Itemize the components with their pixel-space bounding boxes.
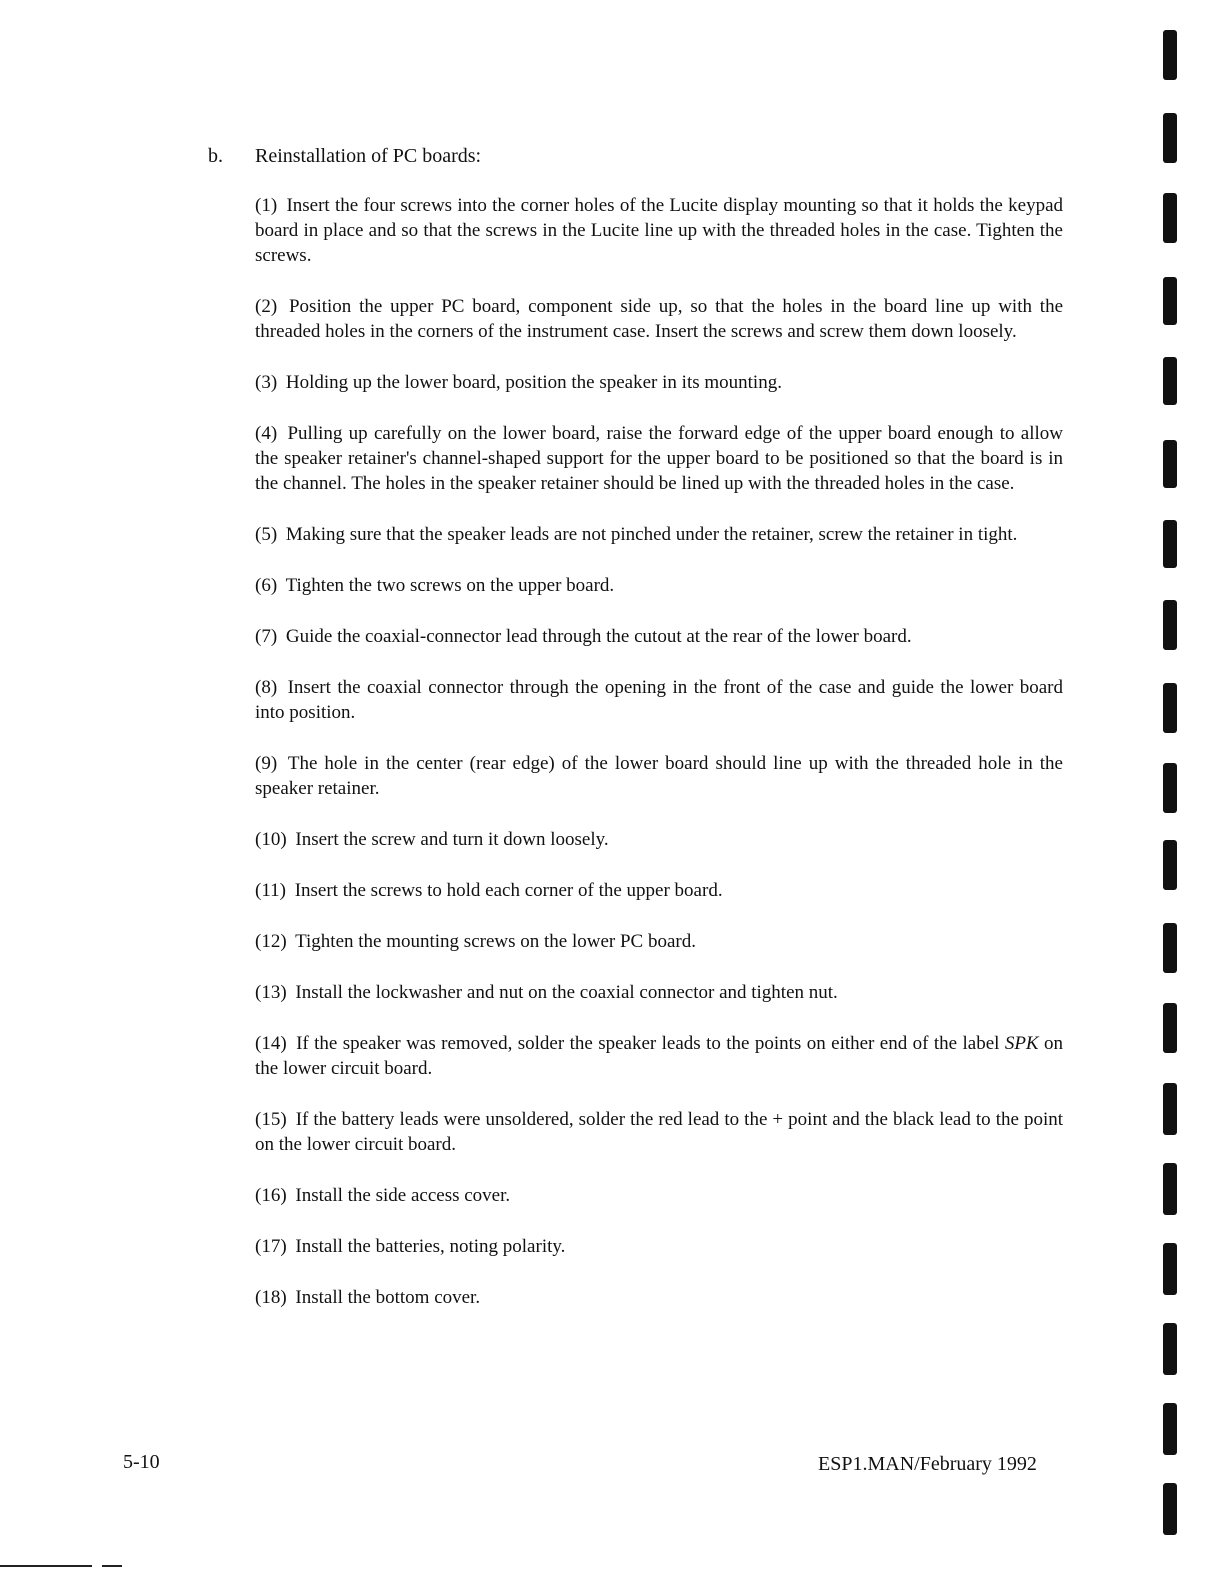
section-heading — [208, 143, 481, 169]
step-number: (16) — [255, 1185, 287, 1206]
step-number: (4) — [255, 423, 278, 444]
step-number: (13) — [255, 982, 287, 1003]
step-14 — [255, 1031, 1063, 1081]
step-text: Install the bottom cover. — [295, 1287, 481, 1308]
step-9 — [255, 751, 1063, 801]
binding-mark — [1163, 113, 1177, 163]
step-text: Install the side access cover. — [295, 1185, 511, 1206]
step-2 — [255, 294, 1063, 344]
step-text: Insert the coaxial connector through the opening in the front of the case and guide the lower board into position. — [255, 677, 1063, 723]
step-text: Insert the screws to hold each corner of the upper board. — [294, 880, 723, 901]
step-16 — [255, 1183, 1063, 1208]
binding-mark — [1163, 520, 1177, 568]
step-number: (6) — [255, 575, 278, 596]
page-number: 5-10 — [123, 1451, 160, 1473]
binding-mark — [1163, 1323, 1177, 1375]
step-10 — [255, 827, 1063, 852]
step-11 — [255, 878, 1063, 903]
binding-mark — [1163, 1243, 1177, 1295]
step-text: Tighten the mounting screws on the lower PC board. — [295, 931, 696, 952]
step-number: (1) — [255, 195, 278, 216]
step-text: Guide the coaxial-connector lead through the cutout at the rear of the lower board. — [285, 626, 912, 647]
step-text: Position the upper PC board, component side up, so that the holes in the board line up with the threaded holes in the corners of the instrument case. Insert the screws and screw them down loosely. — [255, 296, 1064, 342]
step-number: (7) — [255, 626, 278, 647]
step-6 — [255, 573, 1063, 598]
step-8 — [255, 675, 1063, 725]
step-text: on the lower circuit board. — [255, 1033, 1064, 1079]
binding-mark — [1163, 193, 1177, 243]
binding-mark — [1163, 1083, 1177, 1135]
step-text: Pulling up carefully on the lower board, raise the forward edge of the upper board enough to allow the speaker retainer's channel-shaped support for the upper board to be positioned so that the board is in the channel. The holes in the speaker retainer should be lined up with the threaded holes in the case. — [255, 423, 1064, 494]
step-number: (12) — [255, 931, 287, 952]
binding-mark — [1163, 683, 1177, 733]
step-13 — [255, 980, 1063, 1005]
step-text: Tighten the two screws on the upper board. — [285, 575, 615, 596]
section-title: Reinstallation of PC boards: — [255, 145, 482, 167]
step-number: (2) — [255, 296, 278, 317]
step-text: If the battery leads were unsoldered, solder the red lead to the + point and the black lead to the point on the lower circuit board. — [255, 1109, 1064, 1155]
binding-mark — [1163, 30, 1177, 80]
binding-mark — [1163, 277, 1177, 325]
step-7 — [255, 624, 1063, 649]
step-text: Holding up the lower board, position the speaker in its mounting. — [285, 372, 782, 393]
step-number: (14) — [255, 1033, 287, 1054]
binding-mark — [1163, 440, 1177, 488]
document-reference: ESP1.MAN/February 1992 — [818, 1453, 1037, 1475]
step-label-italic: SPK — [1004, 1033, 1039, 1054]
step-text: Insert the four screws into the corner holes of the Lucite display mounting so that it holds the keypad board in place and so that the screws in the Lucite line up with the threaded holes in the case. Tighten the screws. — [255, 195, 1064, 266]
binding-mark — [1163, 1163, 1177, 1215]
binding-mark — [1163, 763, 1177, 813]
binding-mark — [1163, 1403, 1177, 1455]
binding-mark — [1163, 923, 1177, 973]
step-number: (9) — [255, 753, 278, 774]
step-18 — [255, 1285, 1063, 1310]
step-text: The hole in the center (rear edge) of the lower board should line up with the threaded hole in the speaker retainer. — [255, 753, 1063, 799]
step-number: (3) — [255, 372, 278, 393]
step-number: (15) — [255, 1109, 287, 1130]
step-number: (8) — [255, 677, 278, 698]
steps-list — [255, 193, 1063, 1336]
step-4 — [255, 421, 1063, 496]
binding-mark — [1163, 357, 1177, 405]
step-15 — [255, 1107, 1063, 1157]
step-text: Making sure that the speaker leads are not pinched under the retainer, screw the retainer in tight. — [285, 524, 1018, 545]
step-text: Install the batteries, noting polarity. — [295, 1236, 566, 1257]
step-number: (17) — [255, 1236, 287, 1257]
step-12 — [255, 929, 1063, 954]
step-number: (5) — [255, 524, 278, 545]
step-number: (10) — [255, 829, 287, 850]
step-number: (18) — [255, 1287, 287, 1308]
step-3 — [255, 370, 1063, 395]
scan-edge-rule — [0, 1565, 92, 1567]
step-text: Insert the screw and turn it down loosely. — [295, 829, 609, 850]
scan-edge-rule — [102, 1565, 122, 1567]
binding-mark — [1163, 600, 1177, 650]
step-17 — [255, 1234, 1063, 1259]
section-letter: b. — [208, 145, 223, 167]
step-text: Install the lockwasher and nut on the coaxial connector and tighten nut. — [295, 982, 838, 1003]
binding-mark — [1163, 1483, 1177, 1535]
binding-mark — [1163, 1003, 1177, 1053]
step-5 — [255, 522, 1063, 547]
step-text: If the speaker was removed, solder the speaker leads to the points on either end of the label — [296, 1033, 1000, 1054]
step-1 — [255, 193, 1063, 268]
binding-mark — [1163, 840, 1177, 890]
step-number: (11) — [255, 880, 286, 901]
